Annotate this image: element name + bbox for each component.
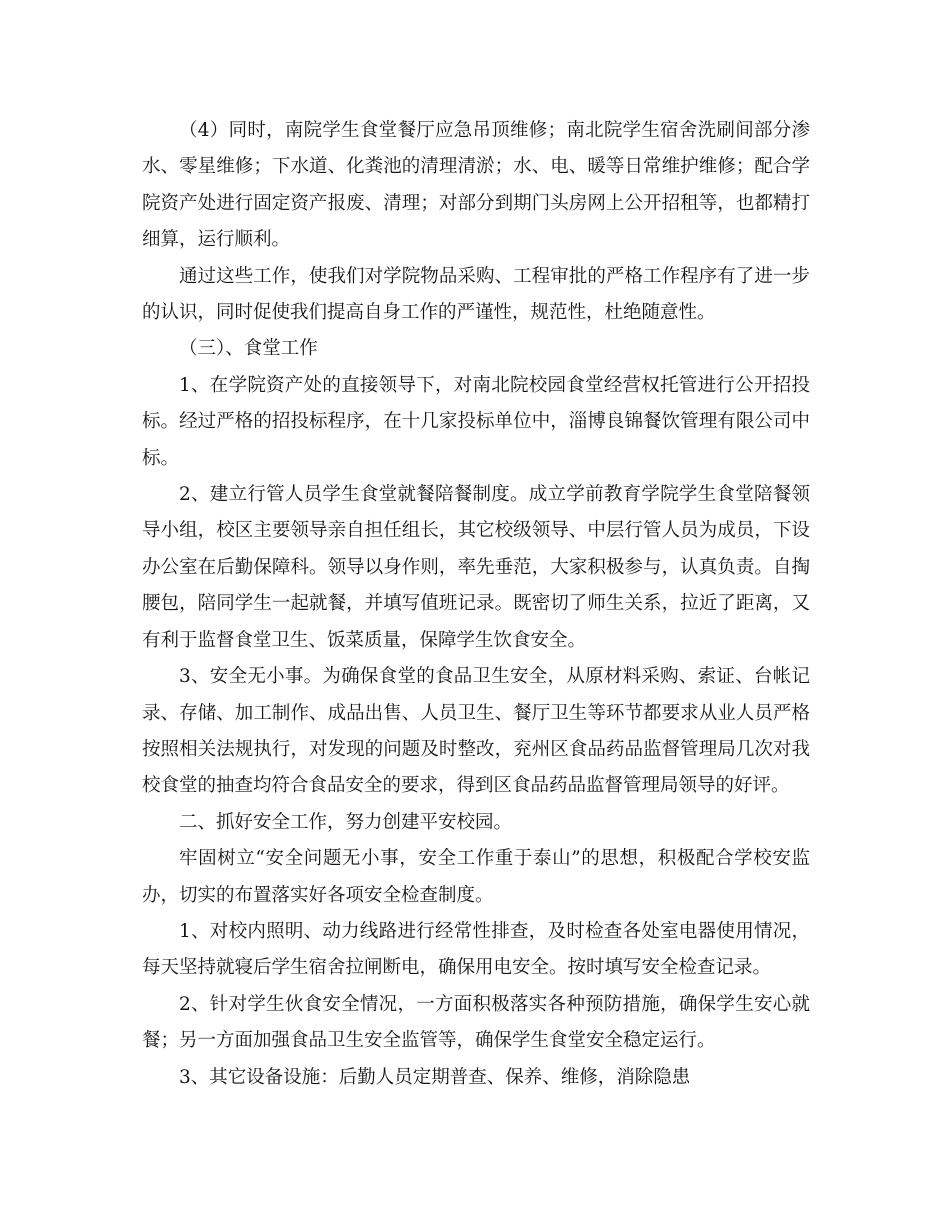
paragraph-safety-awareness: 牢固树立“安全问题无小事，安全工作重于泰山”的思想，积极配合学校安监办，切实的布置落实好各项安全检查制度。 [142,848,810,906]
section-heading-canteen-work: （三）、食堂工作 [179,338,318,360]
paragraph-electrical-safety: 1、对校内照明、动力线路进行经常性排查，及时检查各处室电器使用情况，每天坚持就寝后学生宿舍拉闸断电，确保用电安全。按时填写安全检查记录。 [142,920,810,979]
section-heading-safety-work: 二、抓好安全工作，努力创建平安校园。 [179,811,513,833]
paragraph-dining-accompany-system: 2、建立行管人员学生食堂就餐陪餐制度。成立学前教育学院学生食堂陪餐领导小组，校区主要领导亲自担任组长，其它校级领导、中层行管人员为成员，下设办公室在后勤保障科。领导以身作则，率先垂范，大家积极参与，认真负责。自掏腰包，陪同学生一起就餐，并填写值班记录。既密切了师生关系，拉近了距离，又有利于监督食堂卫生、饭菜质量，保障学生饮食安全。 [142,484,810,651]
paragraph-cafeteria-repairs: （4）同时，南院学生食堂餐厅应急吊顶维修；南北院学生宿舍洗刷间部分渗水、零星维修；下水道、化粪池的清理清淤；水、电、暖等日常维护维修；配合学院资产处进行固定资产报废、清理；对部分到期门头房网上公开招租等，也都精打细算，运行顺利。 [142,120,810,251]
document-page [142,113,810,1096]
paragraph-procurement-summary: 通过这些工作，使我们对学院物品采购、工程审批的严格工作程序有了进一步的认识，同时促使我们提高自身工作的严谨性，规范性，杜绝随意性。 [142,265,810,324]
paragraph-equipment-maintenance: 3、其它设备设施：后勤人员定期普查、保养、维修，消除隐患 [179,1066,691,1088]
paragraph-catering-safety: 2、针对学生伙食安全情况，一方面积极落实各种预防措施，确保学生安心就餐；另一方面加强食品卫生安全监管等，确保学生食堂安全稳定运行。 [142,993,810,1052]
paragraph-food-safety: 3、安全无小事。为确保食堂的食品卫生安全，从原材料采购、索证、台帐记录、存储、加工制作、成品出售、人员卫生、餐厅卫生等环节都要求从业人员严格按照相关法规执行，对发现的问题及时整改，兖州区食品药品监督管理局几次对我校食堂的抽查均符合食品安全的要求，得到区食品药品监督管理局领导的好评。 [142,666,810,797]
paragraph-canteen-bidding: 1、在学院资产处的直接领导下，对南北院校园食堂经营权托管进行公开招投标。经过严格的招投标程序，在十几家投标单位中，淄博良锦餐饮管理有限公司中标。 [142,374,810,469]
